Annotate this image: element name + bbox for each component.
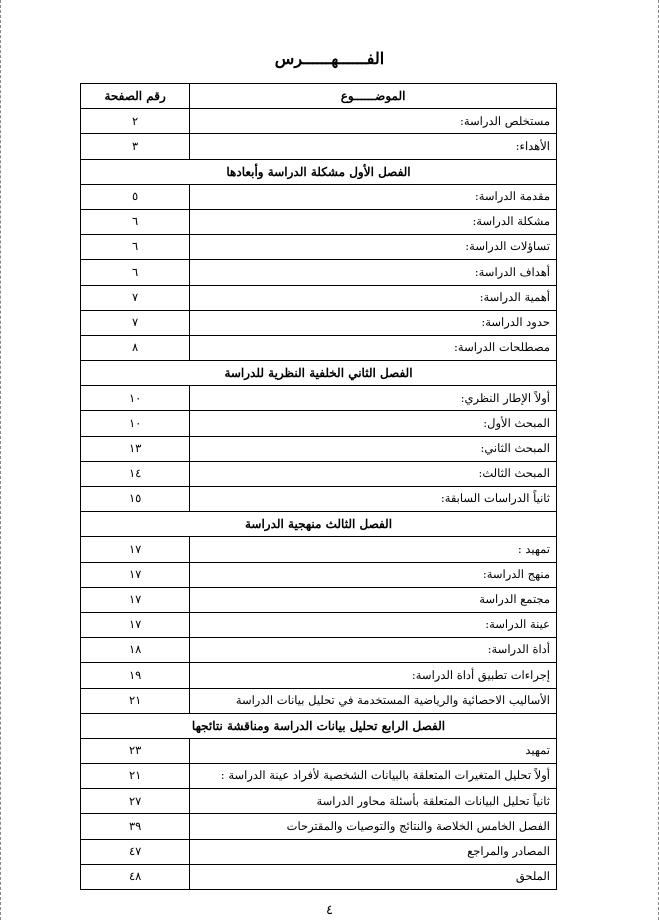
entry-page-number: ١٧ xyxy=(81,562,190,587)
entry-topic: أولاً تحليل المتغيرات المتعلقة بالبيانات الشخصية لأفراد عينة الدراسة : xyxy=(190,764,557,789)
chapter-heading-row xyxy=(81,713,557,738)
entry-page-number: ٢٣ xyxy=(81,738,190,763)
entry-topic: أولاً الإطار النظري: xyxy=(190,386,557,411)
entry-page-number: ١٤ xyxy=(81,461,190,486)
toc-entry-row xyxy=(81,587,557,612)
entry-topic: عينة الدراسة: xyxy=(190,612,557,637)
toc-entry-row xyxy=(81,134,557,159)
entry-topic: ثانياً تحليل البيانات المتعلقة بأسئلة محاور الدراسة xyxy=(190,789,557,814)
toc-entry-row xyxy=(81,688,557,713)
toc-entry-row xyxy=(81,184,557,209)
entry-page-number: ٦ xyxy=(81,235,190,260)
entry-page-number: ١٨ xyxy=(81,638,190,663)
entry-page-number: ٢٧ xyxy=(81,789,190,814)
page-number: ٤ xyxy=(326,903,333,918)
chapter-title: الفصل الرابع تحليل بيانات الدراسة ومناقشة نتائجها xyxy=(81,713,557,738)
entry-topic: ثانياً الدراسات السابقة: xyxy=(190,487,557,512)
entry-topic: المبحث الثالث: xyxy=(190,461,557,486)
toc-entry-row xyxy=(81,461,557,486)
entry-topic: أهمية الدراسة: xyxy=(190,285,557,310)
entry-topic: تمهيد xyxy=(190,738,557,763)
topic-column-header: الموضــــــوع xyxy=(190,84,557,109)
entry-page-number: ٣٩ xyxy=(81,814,190,839)
entry-topic: مستخلص الدراسة: xyxy=(190,109,557,134)
entry-page-number: ٣ xyxy=(81,134,190,159)
toc-table xyxy=(80,83,557,890)
toc-entry-row xyxy=(81,612,557,637)
toc-title: الفــــــهــــــرس xyxy=(274,49,385,68)
toc-entry-row xyxy=(81,209,557,234)
entry-page-number: ٨ xyxy=(81,335,190,360)
entry-page-number: ٤٧ xyxy=(81,839,190,864)
toc-entry-row xyxy=(81,839,557,864)
toc-entry-row xyxy=(81,285,557,310)
entry-page-number: ١٥ xyxy=(81,487,190,512)
entry-page-number: ١٧ xyxy=(81,537,190,562)
toc-entry-row xyxy=(81,864,557,889)
toc-header-row xyxy=(81,84,557,109)
toc-entry-row xyxy=(81,764,557,789)
entry-page-number: ٢١ xyxy=(81,764,190,789)
toc-entry-row xyxy=(81,738,557,763)
entry-page-number: ١٧ xyxy=(81,612,190,637)
entry-topic: إجراءات تطبيق أداة الدراسة: xyxy=(190,663,557,688)
chapter-heading-row xyxy=(81,512,557,537)
toc-entry-row xyxy=(81,235,557,260)
entry-page-number: ٦ xyxy=(81,209,190,234)
entry-topic: تمهيد : xyxy=(190,537,557,562)
entry-topic: المبحث الأول: xyxy=(190,411,557,436)
toc-entry-row xyxy=(81,638,557,663)
entry-topic: الأهداء: xyxy=(190,134,557,159)
chapter-title: الفصل الثالث منهجية الدراسة xyxy=(81,512,557,537)
toc-entry-row xyxy=(81,562,557,587)
entry-topic: مجتمع الدراسة xyxy=(190,587,557,612)
entry-page-number: ٤٨ xyxy=(81,864,190,889)
entry-page-number: ١٠ xyxy=(81,386,190,411)
entry-topic: أهداف الدراسة: xyxy=(190,260,557,285)
entry-page-number: ١٣ xyxy=(81,436,190,461)
entry-topic: مشكلة الدراسة: xyxy=(190,209,557,234)
entry-topic: مقدمة الدراسة: xyxy=(190,184,557,209)
toc-entry-row xyxy=(81,411,557,436)
page-left-border xyxy=(0,0,1,920)
entry-topic: حدود الدراسة: xyxy=(190,310,557,335)
toc-entry-row xyxy=(81,310,557,335)
entry-topic: المبحث الثاني: xyxy=(190,436,557,461)
entry-page-number: ١٠ xyxy=(81,411,190,436)
entry-page-number: ٢١ xyxy=(81,688,190,713)
entry-topic: الأساليب الاحصائية والرياضية المستخدمة في تحليل بيانات الدراسة xyxy=(190,688,557,713)
chapter-title: الفصل الأول مشكلة الدراسة وأبعادها xyxy=(81,159,557,184)
entry-page-number: ٢ xyxy=(81,109,190,134)
toc-entry-row xyxy=(81,335,557,360)
entry-topic: أداة الدراسة: xyxy=(190,638,557,663)
chapter-heading-row xyxy=(81,159,557,184)
toc-entry-row xyxy=(81,386,557,411)
toc-entry-row xyxy=(81,487,557,512)
entry-topic: تساؤلات الدراسة: xyxy=(190,235,557,260)
toc-entry-row xyxy=(81,260,557,285)
toc-entry-row xyxy=(81,436,557,461)
entry-page-number: ١٧ xyxy=(81,587,190,612)
toc-entry-row xyxy=(81,789,557,814)
toc-entry-row xyxy=(81,814,557,839)
toc-entry-row xyxy=(81,537,557,562)
entry-topic: مصطلحات الدراسة: xyxy=(190,335,557,360)
entry-topic: منهج الدراسة: xyxy=(190,562,557,587)
chapter-heading-row xyxy=(81,361,557,386)
page-column-header: رقم الصفحة xyxy=(81,84,190,109)
toc-entry-row xyxy=(81,109,557,134)
entry-topic: المصادر والمراجع xyxy=(190,839,557,864)
entry-page-number: ٧ xyxy=(81,285,190,310)
entry-topic: الملحق xyxy=(190,864,557,889)
entry-page-number: ٦ xyxy=(81,260,190,285)
chapter-title: الفصل الثاني الخلفية النظرية للدراسة xyxy=(81,361,557,386)
toc-entry-row xyxy=(81,663,557,688)
entry-topic: الفصل الخامس الخلاصة والنتائج والتوصيات والمقترحات xyxy=(190,814,557,839)
entry-page-number: ١٩ xyxy=(81,663,190,688)
entry-page-number: ٥ xyxy=(81,184,190,209)
entry-page-number: ٧ xyxy=(81,310,190,335)
